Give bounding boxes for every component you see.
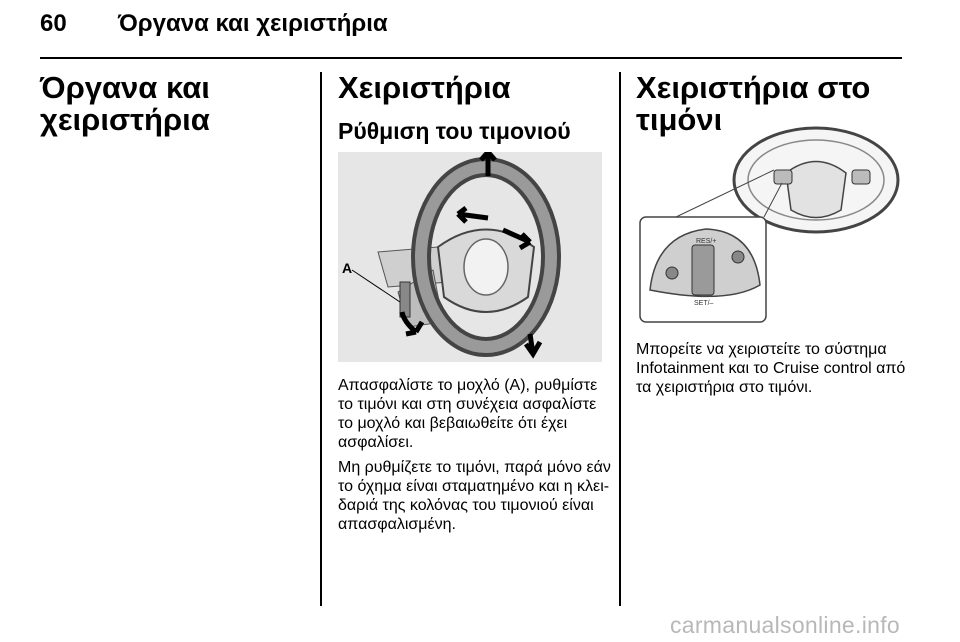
adjust-lever <box>400 282 410 317</box>
cruise-on-icon <box>732 251 744 263</box>
page-header-title: Όργανα και χειριστήρια <box>118 10 388 37</box>
steering-controls-heading: Χειριστήρια στο τιμόνι <box>636 70 871 137</box>
down-arrow-icon <box>526 334 540 354</box>
set-label: SET/– <box>694 300 714 307</box>
steering-controls-figure <box>636 125 902 325</box>
page-number: 60 <box>40 10 67 37</box>
section-heading-instruments <box>40 72 210 136</box>
steering-wheel-controls-illustration <box>636 125 902 325</box>
section-heading-line2: χειριστήρια <box>40 102 210 137</box>
res-label: RES/+ <box>696 238 717 245</box>
header-divider <box>40 57 902 59</box>
text-line: ασφαλίσει. <box>338 434 414 451</box>
column-divider-left <box>320 72 322 606</box>
steering-adjust-subheading: Ρύθμιση του τιμονιού <box>338 118 571 144</box>
text-line: το μοχλό και βεβαιωθείτε ότι έχει <box>338 415 568 432</box>
text-line: Μπορείτε να χειριστείτε το σύστημα <box>636 341 887 358</box>
column-divider-right <box>619 72 621 606</box>
text-line: τα χειριστήρια στο τιμόνι. <box>636 379 813 396</box>
text-line: απασφαλισμένη. <box>338 516 456 533</box>
controls-heading: Χειριστήρια <box>338 70 511 105</box>
text-line: Μη ρυθμίζετε το τιμόνι, παρά μόνο εάν <box>338 459 611 476</box>
text-line: Infotainment και το Cruise control από <box>636 360 906 377</box>
text-line: Απασφαλίστε το μοχλό (A), ρυθμίστε <box>338 377 598 394</box>
steering-controls-description <box>636 340 905 397</box>
back-arrow-icon <box>458 208 488 222</box>
section-heading-line1: Όργανα και <box>40 70 210 105</box>
steering-wheel-hub <box>786 162 846 218</box>
cruise-rocker <box>692 245 714 295</box>
steering-adjust-instructions <box>338 376 597 452</box>
text-line: το όχημα είναι σταματημένο και η κλει- <box>338 478 610 495</box>
cruise-cancel-icon <box>666 267 678 279</box>
steering-adjust-figure <box>338 152 602 362</box>
lever-label: A <box>342 260 353 276</box>
steering-wheel-adjust-illustration <box>338 152 602 362</box>
text-line: το τιμόνι και στη συνέχεια ασφαλίστε <box>338 396 597 413</box>
watermark: carmanualsonline.info <box>669 612 900 638</box>
steering-adjust-warning <box>338 458 611 534</box>
text-line: δαριά της κολόνας του τιμονιού είναι <box>338 497 594 514</box>
